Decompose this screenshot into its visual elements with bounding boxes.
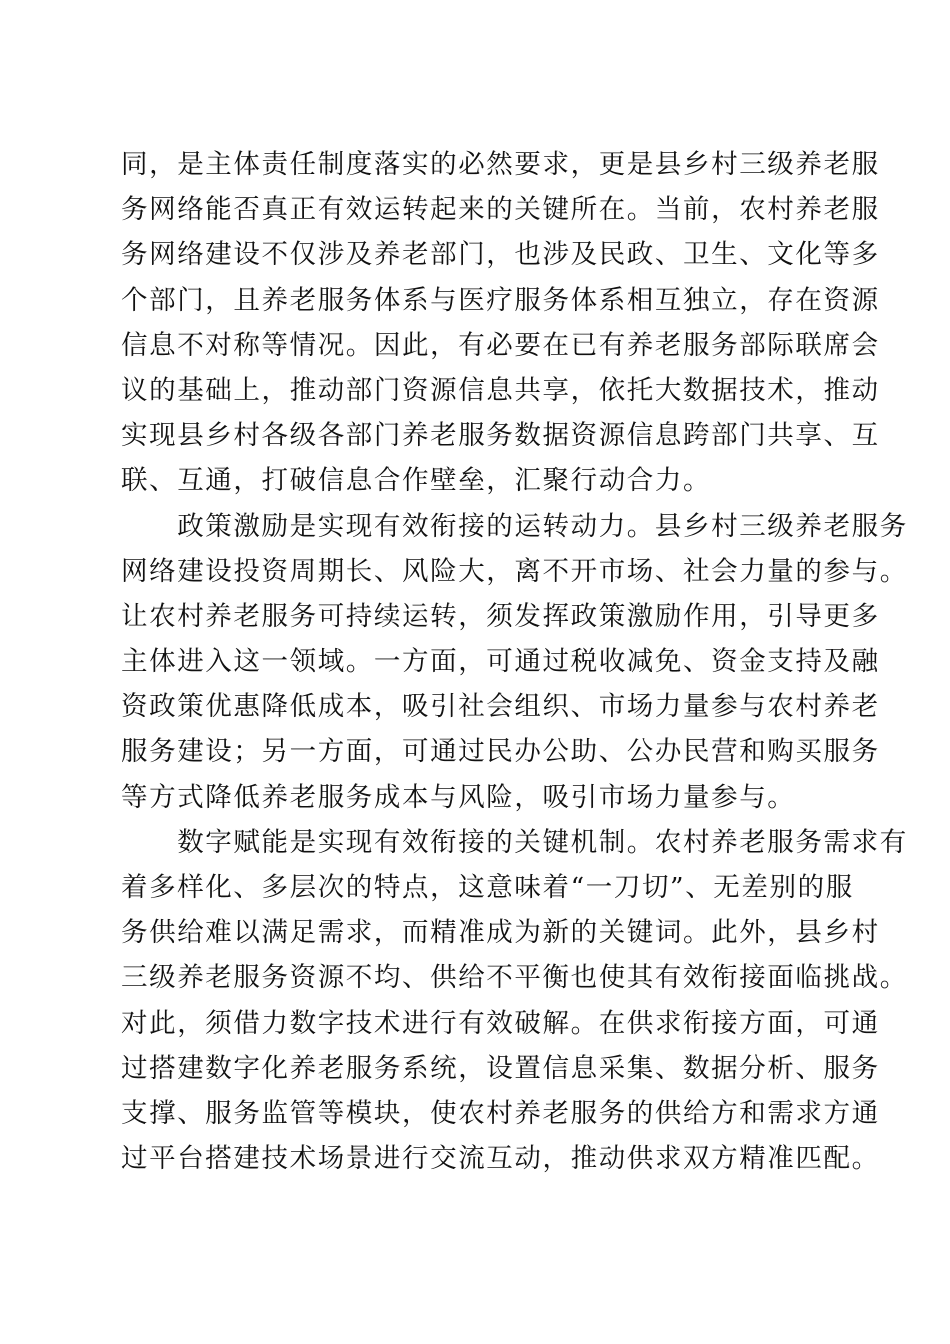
text-line: 主体进入这一领域。一方面，可通过税收减免、资金支持及融 [121,646,880,678]
text-line: 务供给难以满足需求，而精准成为新的关键词。此外，县乡村 [121,917,880,949]
text-line: 实现县乡村各级各部门养老服务数据资源信息跨部门共享、互 [121,420,880,452]
text-line: 过搭建数字化养老服务系统，设置信息采集、数据分析、服务 [121,1052,880,1084]
document-body [121,142,908,1181]
text-line: 网络建设投资周期长、风险大，离不开市场、社会力量的参与。 [121,555,908,587]
paragraph-1 [121,142,880,504]
text-line: 政策激励是实现有效衔接的运转动力。县乡村三级养老服务 [121,510,908,542]
text-line: 资政策优惠降低成本，吸引社会组织、市场力量参与农村养老 [121,691,880,723]
text-line: 个部门，且养老服务体系与医疗服务体系相互独立，存在资源 [121,284,880,316]
text-line: 等方式降低养老服务成本与风险，吸引市场力量参与。 [121,781,796,813]
text-line: 信息不对称等情况。因此，有必要在已有养老服务部际联席会 [121,329,880,361]
text-line: 让农村养老服务可持续运转，须发挥政策激励作用，引导更多 [121,600,880,632]
text-line: 同，是主体责任制度落实的必然要求，更是县乡村三级养老服 [121,149,880,180]
text-line: 联、互通，打破信息合作壁垒，汇聚行动合力。 [121,465,712,497]
text-line: 支撑、服务监管等模块，使农村养老服务的供给方和需求方通 [121,1097,880,1129]
text-line: 数字赋能是实现有效衔接的关键机制。农村养老服务需求有 [121,826,908,858]
text-line: 服务建设；另一方面，可通过民办公助、公办民营和购买服务 [121,736,880,768]
text-line: 着多样化、多层次的特点，这意味着“一刀切”、无差别的服 [121,872,854,903]
text-line: 过平台搭建技术场景进行交流互动，推动供求双方精准匹配。 [121,1143,880,1175]
text-line: 对此，须借力数字技术进行有效破解。在供求衔接方面，可通 [121,1007,880,1039]
text-line: 三级养老服务资源不均、供给不平衡也使其有效衔接面临挑战。 [121,962,908,994]
paragraph-2 [121,504,908,820]
text-line: 务网络能否真正有效运转起来的关键所在。当前，农村养老服 [121,194,880,226]
paragraph-3 [121,820,908,1182]
text-line: 议的基础上，推动部门资源信息共享，依托大数据技术，推动 [121,374,880,406]
text-line: 务网络建设不仅涉及养老部门，也涉及民政、卫生、文化等多 [121,239,880,271]
